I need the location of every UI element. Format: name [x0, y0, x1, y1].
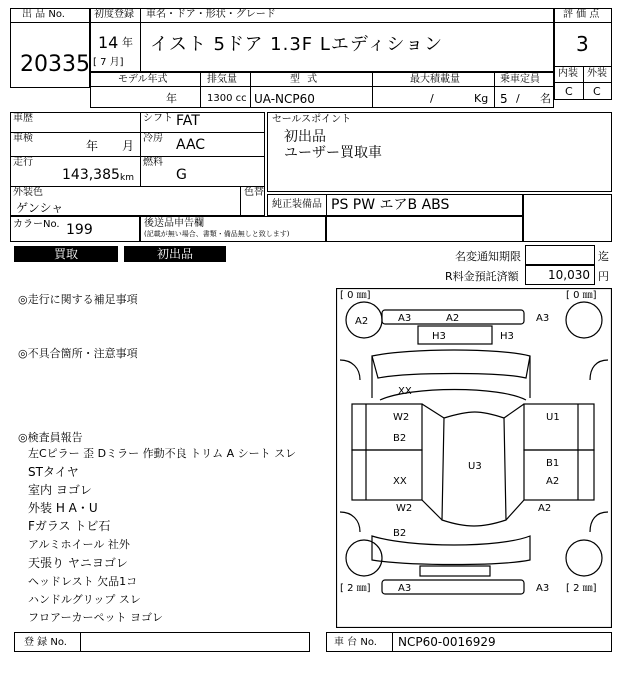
car-name: イスト 5ドア 1.3F Lエディション [150, 34, 444, 55]
max-load-label: 最大積載量 [410, 74, 460, 85]
tire-front-right-label: [ 0 ㎜] [566, 290, 597, 301]
interior-grade: C [565, 85, 573, 98]
doc-label: 後送品申告欄 [144, 218, 204, 229]
chassis-value: NCP60-0016929 [398, 635, 496, 649]
capacity-label: 乗車定員 [500, 74, 540, 85]
tire-front-left-label: [ 0 ㎜] [340, 290, 371, 301]
name-change-label: 名変通知期限 [455, 250, 521, 263]
front-left-door-shape [352, 404, 422, 450]
car-name-label: 車名・ドア・形状・グレード [146, 9, 276, 20]
capacity-slash: / [516, 92, 520, 105]
inspection-label: 車検 [13, 133, 33, 144]
displacement-label: 排気量 [207, 74, 237, 85]
shift-value: FAT [176, 113, 200, 129]
displacement: 1300 cc [207, 93, 247, 104]
rear-hatch-shape [372, 536, 530, 565]
mark-door-rl-lower: B2 [393, 528, 407, 539]
history-label: 車歴 [13, 113, 33, 124]
mark-rear-bumper-left: A3 [398, 583, 412, 594]
mark-roof: U3 [468, 461, 482, 472]
remark-line-8: ヘッドレスト 欠品1コ [28, 575, 138, 588]
mark-headlight-left: H3 [432, 331, 446, 342]
name-change-unit: 迄 [598, 250, 609, 263]
front-left-fender-arc [340, 360, 360, 380]
recolor-label: 色替 [244, 187, 264, 198]
remark-line-6: アルミホイール 社外 [28, 538, 130, 551]
mark-front-bumper-left: A3 [398, 313, 412, 324]
mark-door-fr-upper: U1 [546, 412, 560, 423]
tire-rear-right-label: [ 2 ㎜] [566, 583, 597, 594]
model-year-unit: 年 [166, 92, 177, 105]
remark-line-5: Fガラス トビ石 [28, 519, 111, 533]
front-grille-shape [418, 326, 492, 344]
remark-line-4: 外装 H A・U [28, 501, 98, 515]
first-reg-label: 初度登録 [94, 9, 134, 20]
rear-right-fender-arc [590, 512, 608, 532]
lot-label: 出 品 No. [22, 9, 65, 20]
color-no-label: カラーNo. [13, 219, 60, 230]
sales-label: セールスポイント [272, 114, 352, 125]
color-label: 外装色 [13, 187, 43, 198]
blank-box [326, 216, 523, 242]
mark-front-bumper-right: A3 [536, 313, 550, 324]
fuel-label: 燃料 [143, 157, 163, 168]
remark-line-9: ハンドルグリップ スレ [28, 593, 141, 606]
inspector-label: ◎検査員報告 [18, 431, 83, 444]
rear-left-fender-arc [340, 512, 360, 532]
fuel-value: G [176, 167, 187, 183]
mark-fender-front-left: XX [398, 386, 412, 397]
max-load-slash: / [430, 92, 434, 105]
mark-door-fl-lower: B2 [393, 433, 407, 444]
hood-shape [372, 350, 530, 378]
max-load-unit: Kg [474, 92, 489, 105]
model-year-label: モデル年式 [118, 74, 168, 85]
type-label: 型 式 [290, 74, 320, 85]
exterior-grade: C [593, 85, 601, 98]
ac-value: AAC [176, 137, 206, 153]
mark-door-rl-mid: W2 [396, 503, 413, 514]
badge-first-listing: 初出品 [124, 246, 226, 262]
name-change-box [525, 245, 595, 265]
car-damage-diagram [336, 288, 612, 628]
badge-purchase: 買取 [14, 246, 118, 262]
mark-door-rl-upper: XX [393, 476, 407, 487]
rear-plate-shape [420, 566, 490, 576]
inspection-month-unit: 月 [122, 139, 135, 153]
mark-headlight-right: H3 [500, 331, 514, 342]
lot-number: 20335 [20, 52, 90, 77]
reg-month: [ 7 月] [93, 57, 124, 68]
defects-label: ◎不具合箇所・注意事項 [18, 347, 138, 360]
recycle-label: R料金預託済額 [445, 270, 519, 283]
capacity: 5 [500, 92, 508, 106]
type-value: UA-NCP60 [254, 92, 315, 106]
capacity-unit: 名 [540, 92, 551, 105]
mark-door-fl-upper: W2 [393, 412, 410, 423]
remark-line-2: STタイヤ [28, 465, 79, 479]
front-right-fender-arc [590, 360, 608, 380]
doc-note: (記載が無い場合、書類・備品無しと致します) [144, 230, 290, 238]
chassis-label: 車 台 No. [334, 637, 377, 648]
mark-door-rr: A2 [538, 503, 552, 514]
sales-line-1: 初出品 [284, 129, 326, 145]
wheel-rear-right-shape [566, 540, 602, 576]
wheel-rear-left-shape [346, 540, 382, 576]
grade-label: 評 価 点 [563, 9, 600, 20]
sales-line-2: ユーザー買取車 [284, 145, 382, 161]
color-value: ゲンシャ [16, 201, 64, 215]
reg-year-unit: 年 [122, 36, 133, 49]
side-blank-box [523, 194, 612, 242]
recycle-unit: 円 [598, 270, 609, 283]
diagram-frame [337, 289, 612, 628]
front-right-door-shape [524, 404, 594, 450]
rear-left-door-shape [352, 450, 422, 500]
wheel-front-right-shape [566, 302, 602, 338]
inspection-year-unit: 年 [86, 139, 99, 153]
recycle-amount: 10,030 [548, 268, 590, 282]
mileage-value: 143,385 [62, 167, 120, 183]
exterior-label: 外装 [587, 68, 607, 79]
registration-label: 登 録 No. [24, 637, 67, 648]
mark-rear-bumper-right: A3 [536, 583, 550, 594]
tire-rear-left-label: [ 2 ㎜] [340, 583, 371, 594]
color-no-value: 199 [66, 222, 93, 238]
equipment-value: PS PW エアB ABS [331, 197, 450, 213]
mark-front-bumper-center: A2 [446, 313, 460, 324]
mileage-label: 走行 [13, 157, 33, 168]
mark-door-fr-lower: A2 [546, 476, 560, 487]
driving-notes-label: ◎走行に関する補足事項 [18, 293, 138, 306]
interior-label: 内装 [558, 68, 578, 79]
ac-label: 冷房 [143, 133, 163, 144]
mark-door-fr-mid: B1 [546, 458, 560, 469]
remark-line-1: 左Cピラー 歪 Dミラー 作動不良 トリム A シート スレ [28, 447, 297, 460]
mark-wheel-fl: A2 [355, 316, 369, 327]
equipment-label: 純正装備品 [272, 199, 322, 210]
mileage-unit: km [120, 173, 134, 183]
grade-value: 3 [576, 32, 589, 56]
remark-line-3: 室内 ヨゴレ [28, 483, 92, 497]
remark-line-7: 天張り ヤニヨゴレ [28, 556, 128, 570]
remark-line-10: フロアーカーペット ヨゴレ [28, 611, 163, 624]
shift-label: シフト [143, 113, 173, 124]
reg-year: 14 [98, 33, 119, 52]
